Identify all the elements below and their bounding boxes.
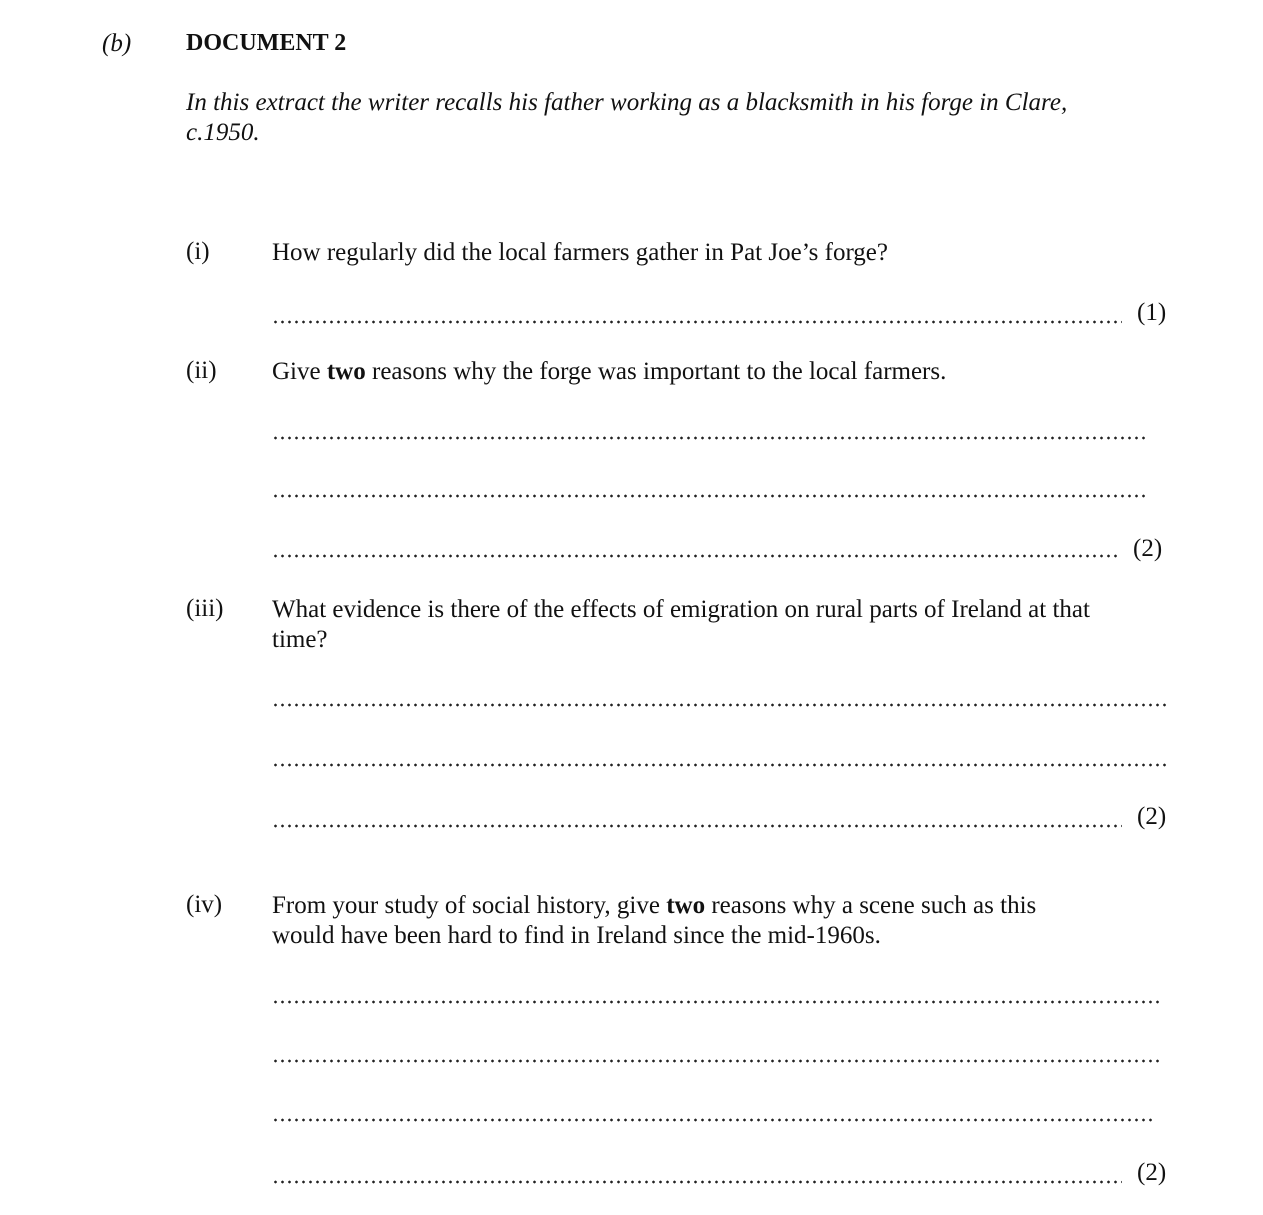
question-text-ii	[272, 357, 1102, 387]
question-text-i: How regularly did the local farmers gather in Pat Joe’s forge?	[272, 239, 889, 266]
answer-line-iii-1[interactable]	[272, 703, 1168, 707]
answer-line-i-1[interactable]	[272, 320, 1122, 324]
answer-line-iv-3[interactable]	[272, 1118, 1156, 1122]
answer-line-iv-1[interactable]	[272, 1000, 1162, 1004]
section-label: (b)	[102, 30, 132, 57]
mark-iv: (2)	[1137, 1159, 1167, 1186]
mark-ii: (2)	[1133, 535, 1163, 562]
mark-i: (1)	[1137, 299, 1167, 326]
question-number-ii: (ii)	[186, 357, 217, 384]
question-number-iv: (iv)	[186, 891, 223, 918]
answer-line-iv-2[interactable]	[272, 1059, 1162, 1063]
question-text-iii: What evidence is there of the effects of emigration on rural parts of Ireland at that time?	[272, 596, 1090, 653]
answer-line-ii-3[interactable]	[272, 554, 1118, 558]
question-text-ii-after: reasons why the forge was important to the local farmers.	[365, 358, 947, 385]
question-number-iii: (iii)	[186, 595, 224, 622]
document-title: DOCUMENT 2	[186, 30, 347, 56]
question-text-ii-bold: two	[326, 358, 366, 385]
mark-iii: (2)	[1137, 803, 1167, 830]
question-text-ii-before: Give	[272, 358, 327, 385]
answer-line-ii-2[interactable]	[272, 494, 1146, 498]
question-text-iv	[272, 891, 1072, 951]
answer-line-iii-2[interactable]	[272, 763, 1168, 767]
answer-line-iii-3[interactable]	[272, 824, 1122, 828]
document-intro: In this extract the writer recalls his father working as a blacksmith in his forge in Clare, c.1950.	[186, 89, 1068, 146]
answer-line-ii-1[interactable]	[272, 436, 1146, 440]
question-number-i: (i)	[186, 238, 210, 265]
question-text-iv-before: From your study of social history, give	[272, 892, 667, 919]
question-text-iv-after: reasons why a scene such as this would have been hard to find in Ireland since the mid-1960s.	[272, 892, 1037, 949]
answer-line-iv-4[interactable]	[272, 1180, 1122, 1184]
question-text-iv-bold: two	[666, 892, 706, 919]
